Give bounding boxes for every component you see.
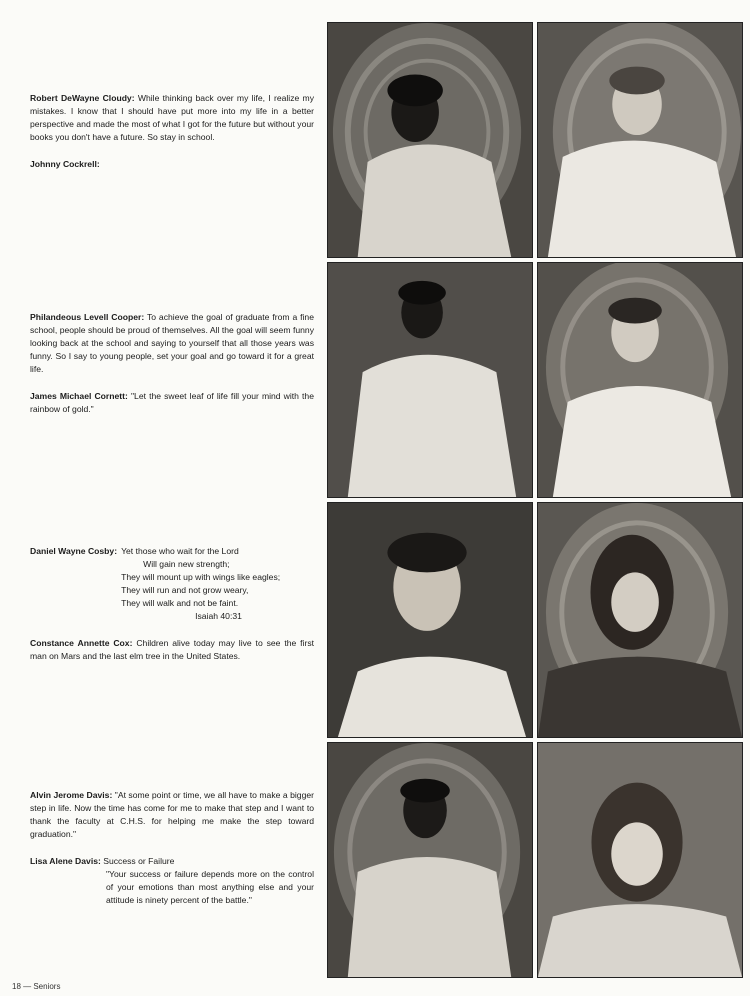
- poem-line: They will walk and not be faint.: [121, 598, 239, 608]
- student-quote: Children alive today may live to see the first man on Mars and the last elm tree in the United States.: [30, 638, 314, 661]
- portrait-photo-lisa-davis: [537, 742, 743, 978]
- bio-group-4: [30, 789, 314, 907]
- poem-line: They will mount up with wings like eagles;: [121, 572, 281, 582]
- bio-cosby: [30, 545, 314, 623]
- student-quote: "Your success or failure depends more on the control of your emotions than most anything else and your attitude is ninety percent of the battle.": [106, 869, 314, 905]
- student-quote: While thinking back over my life, I realize my mistakes. I know that I should have put more into my life in a better perspective and made the most of what I got for the future but without your books you don't have a future. So stay in school.: [30, 93, 314, 142]
- student-quote: "At some point or time, we all have to make a bigger step in life. Now the time has come for me to make that step and I want to thank the faculty at C.H.S. for helping me make the step toward graduation.": [30, 790, 315, 839]
- student-name: Robert DeWayne Cloudy:: [30, 93, 135, 103]
- student-name: Johnny Cockrell:: [30, 159, 100, 169]
- portrait-photo-cooper: [327, 262, 533, 498]
- poem-line: Yet those who wait for the Lord: [121, 546, 239, 556]
- quote-title: Success or Failure: [103, 856, 175, 866]
- portrait-photo-cockrell: [537, 22, 743, 258]
- student-name: James Michael Cornett:: [30, 391, 128, 401]
- portrait-photo-alvin-davis: [327, 742, 533, 978]
- portrait-photo-cloudy: [327, 22, 533, 258]
- student-name: Daniel Wayne Cosby:: [30, 546, 118, 556]
- student-quote: To achieve the goal of graduate from a fine school, people should be proud of themselves. All the goal will seem funny looking back at the school and saying to yourself that all those years was funny. So I say to young people, set your goal and go toward it for a great life.: [30, 312, 314, 374]
- bio-cloudy: [30, 92, 314, 144]
- poem-line: They will run and not grow weary,: [121, 585, 249, 595]
- bio-alvin-davis: [30, 789, 314, 841]
- student-name: Philandeous Levell Cooper:: [30, 312, 145, 322]
- poem-line: Will gain new strength;: [143, 559, 230, 569]
- student-quote: "Let the sweet leaf of life fill your mind with the rainbow of gold.": [30, 391, 314, 414]
- portrait-photo-cosby: [327, 502, 533, 738]
- bio-group-2: [30, 311, 314, 430]
- bio-cooper: [30, 311, 314, 376]
- portrait-photo-cox: [537, 502, 743, 738]
- poem-citation: Isaiah 40:31: [195, 611, 242, 621]
- page-folio: 18 — Seniors: [12, 982, 61, 991]
- bio-group-3: [30, 545, 314, 677]
- bio-lisa-davis: [30, 855, 314, 907]
- portrait-photo-cornett: [537, 262, 743, 498]
- bio-cockrell: [30, 158, 314, 171]
- poem-lines: [117, 545, 314, 623]
- bio-cornett: [30, 390, 314, 416]
- student-name: Lisa Alene Davis:: [30, 856, 101, 866]
- bio-group-1: [30, 92, 314, 185]
- student-name: Alvin Jerome Davis:: [30, 790, 113, 800]
- bio-cox: [30, 637, 314, 663]
- student-name: Constance Annette Cox:: [30, 638, 133, 648]
